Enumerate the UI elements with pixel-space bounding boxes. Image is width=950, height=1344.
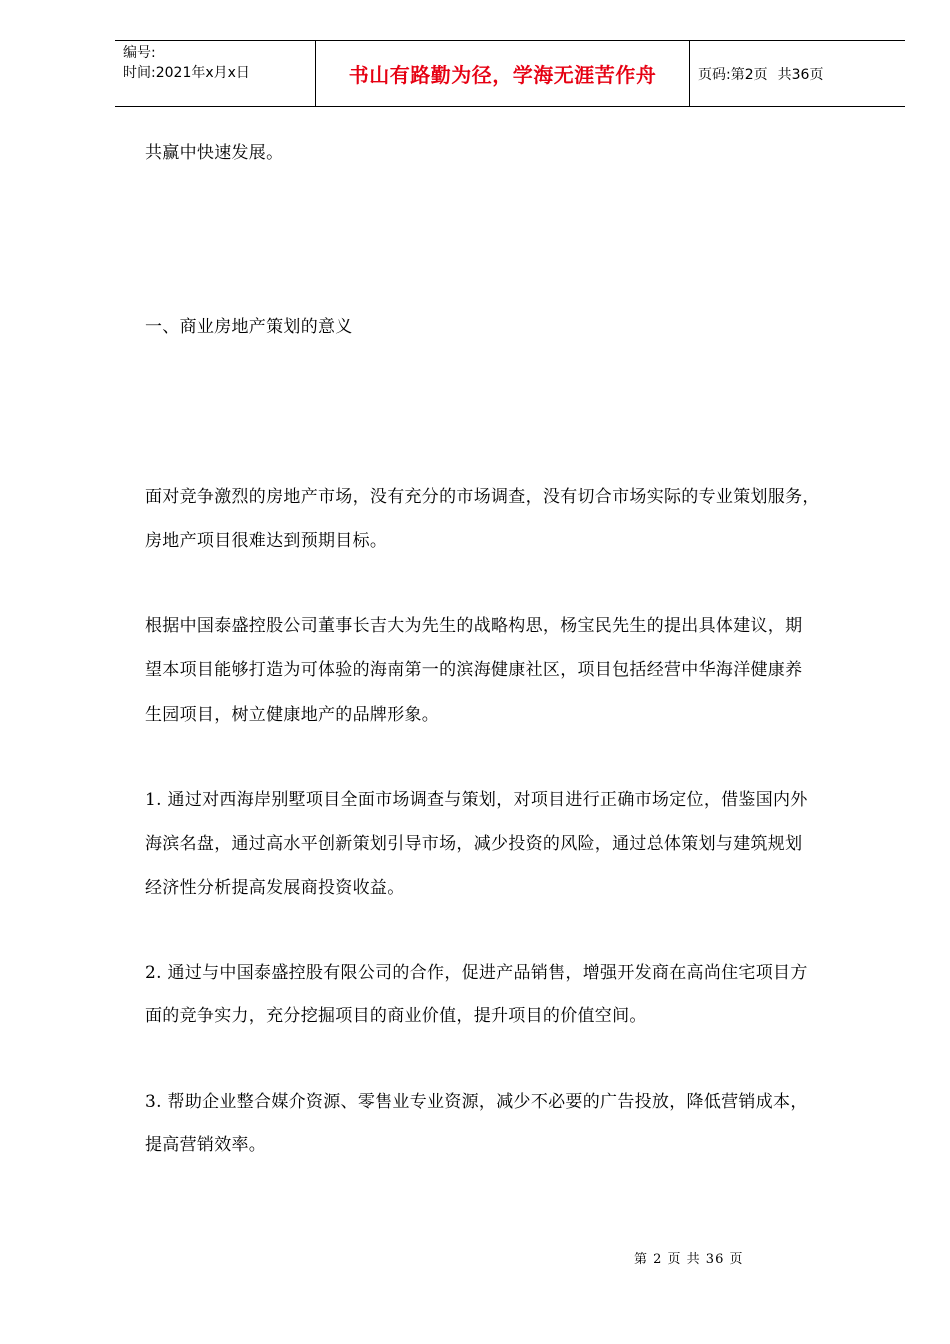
list-item-line: 提高营销效率。 bbox=[145, 1135, 267, 1155]
page-header bbox=[115, 40, 905, 107]
list-item-line: 经济性分析提高发展商投资收益。 bbox=[145, 878, 405, 898]
header-page-number: 页码:第2页 bbox=[698, 66, 768, 83]
document-time-label: 时间:2021年x月x日 bbox=[123, 65, 250, 81]
document-number-label: 编号: bbox=[123, 45, 156, 61]
header-page-info bbox=[690, 41, 905, 106]
list-item-line: 3. 帮助企业整合媒介资源、零售业专业资源，减少不必要的广告投放，降低营销成本， bbox=[145, 1092, 808, 1112]
header-motto: 书山有路勤为径，学海无涯苦作舟 bbox=[316, 41, 690, 106]
continuation-text: 共赢中快速发展。 bbox=[145, 143, 284, 163]
section-heading: 一、商业房地产策划的意义 bbox=[145, 317, 353, 337]
paragraph-line: 根据中国泰盛控股公司董事长吉大为先生的战略构思，杨宝民先生的提出具体建议，期 bbox=[145, 616, 803, 636]
header-meta bbox=[115, 41, 316, 106]
page-footer: 第 2 页 共 36 页 bbox=[634, 1252, 744, 1267]
paragraph-line: 望本项目能够打造为可体验的海南第一的滨海健康社区，项目包括经营中华海洋健康养 bbox=[145, 660, 803, 680]
header-page-total: 共36页 bbox=[777, 66, 824, 83]
list-item-line: 2. 通过与中国泰盛控股有限公司的合作，促进产品销售，增强开发商在高尚住宅项目方 bbox=[145, 963, 808, 983]
paragraph-line: 面对竞争激烈的房地产市场，没有充分的市场调查，没有切合市场实际的专业策划服务， bbox=[145, 487, 820, 507]
list-item-line: 1. 通过对西海岸别墅项目全面市场调查与策划，对项目进行正确市场定位，借鉴国内外 bbox=[145, 790, 808, 810]
list-item-line: 面的竞争实力，充分挖掘项目的商业价值，提升项目的价值空间。 bbox=[145, 1006, 647, 1026]
list-item-line: 海滨名盘，通过高水平创新策划引导市场，减少投资的风险，通过总体策划与建筑规划 bbox=[145, 834, 803, 854]
paragraph-line: 房地产项目很难达到预期目标。 bbox=[145, 531, 388, 551]
paragraph-line: 生园项目，树立健康地产的品牌形象。 bbox=[145, 705, 440, 725]
